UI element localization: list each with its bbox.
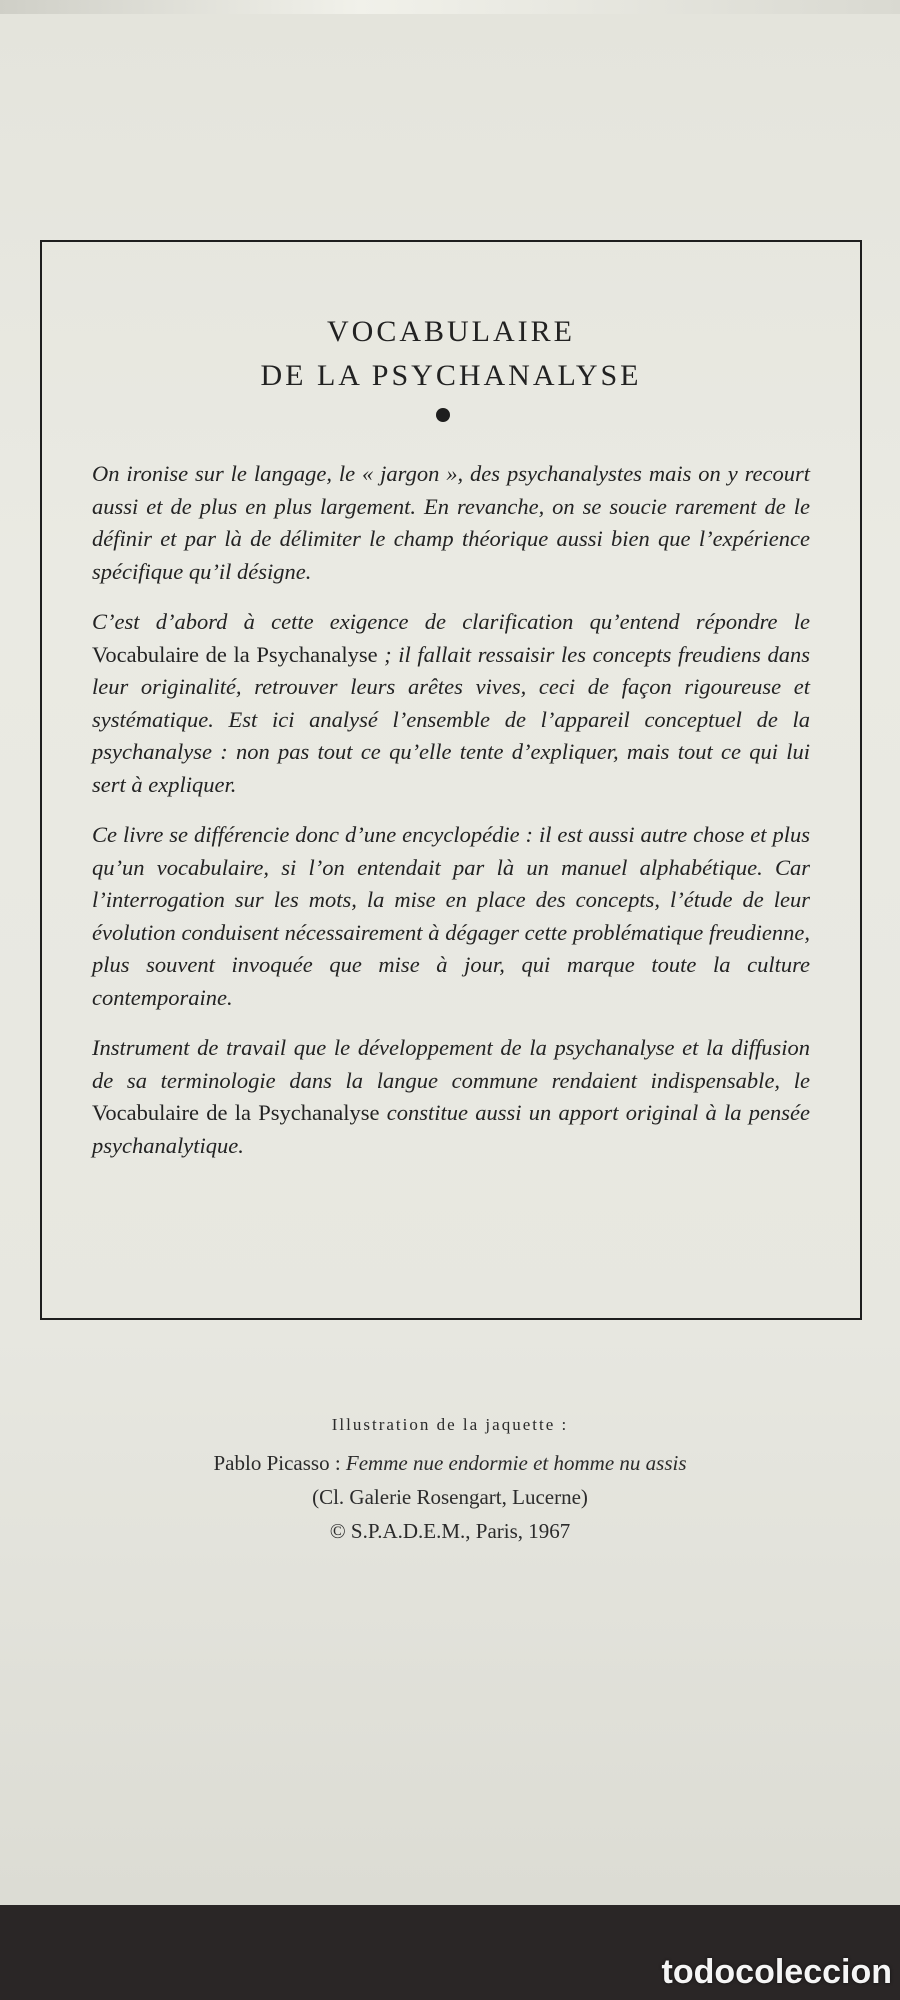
title-line-1: VOCABULAIRE [327,315,575,348]
book-title [42,310,860,398]
illustration-credits [0,1408,900,1548]
copyright-line: © S.P.A.D.E.M., Paris, 1967 [329,1519,571,1543]
credits-heading: Illustration de la jaquette : [331,1415,569,1434]
paragraph-text: On ironise sur le langage, le « jargon », des psychanalystes mais on y recourt aussi et de plus en plus largement. En revanche, on se soucie rarement de le définir et par là de délimiter le champ théorique aussi bien que l’expérience spécifique qu’il désigne. [92,461,810,584]
watermark-logo [662,1948,892,1996]
page-edge-shadow [0,0,900,14]
paragraph-text: constitue aussi un apport original à la pensée psychanalytique. [92,1100,810,1158]
paragraph [92,606,810,801]
watermark-text: todocoleccion [661,1952,892,1991]
text-frame [40,240,862,1320]
paragraph-text: ; il fallait ressaisir les concepts freudiens dans leur originalité, retrouver leurs arêtes vives, ceci de façon rigoureuse et systématique. Est ici analysé l’ensemble de l’appareil conceptuel de la psychanalyse : non pas tout ce qu’elle tente d’expliquer, mais tout ce qui lui sert à expliquer. [92,641,810,797]
paragraph [92,819,810,1014]
book-title-inline: Vocabulaire de la Psychanalyse [92,1100,380,1125]
book-title-inline: Vocabulaire de la Psychanalyse [92,641,378,667]
paragraph-text: Instrument de travail que le développement de la psychanalyse et la diffusion de sa terminologie dans la langue commune rendaient indispensable, le [92,1035,810,1093]
paragraph-text: Ce livre se différencie donc d’une encyclopédie : il est aussi autre chose et plus qu’un vocabulaire, si l’on entendait par là un manuel alphabétique. Car l’interrogation sur les mots, la mise en place des concepts, l’étude de leur évolution conduisent nécessairement à dégager cette problématique freudienne, plus souvent invoquée que mise à jour, qui marque toute la culture contemporaine. [92,822,810,1010]
bullet-ornament [436,408,450,422]
credits-artwork-line [0,1446,900,1480]
title-line-2: DE LA PSYCHANALYSE [260,359,642,392]
artist-name: Pablo Picasso : [213,1451,341,1475]
blurb-text [92,458,810,1180]
artwork-title: Femme nue endormie et homme nu assis [345,1451,687,1475]
paragraph [92,1032,810,1162]
paragraph-text: C’est d’abord à cette exigence de clarification qu’entend répondre le [92,609,810,634]
paragraph [92,458,810,588]
photo-credit: (Cl. Galerie Rosengart, Lucerne) [312,1485,588,1509]
